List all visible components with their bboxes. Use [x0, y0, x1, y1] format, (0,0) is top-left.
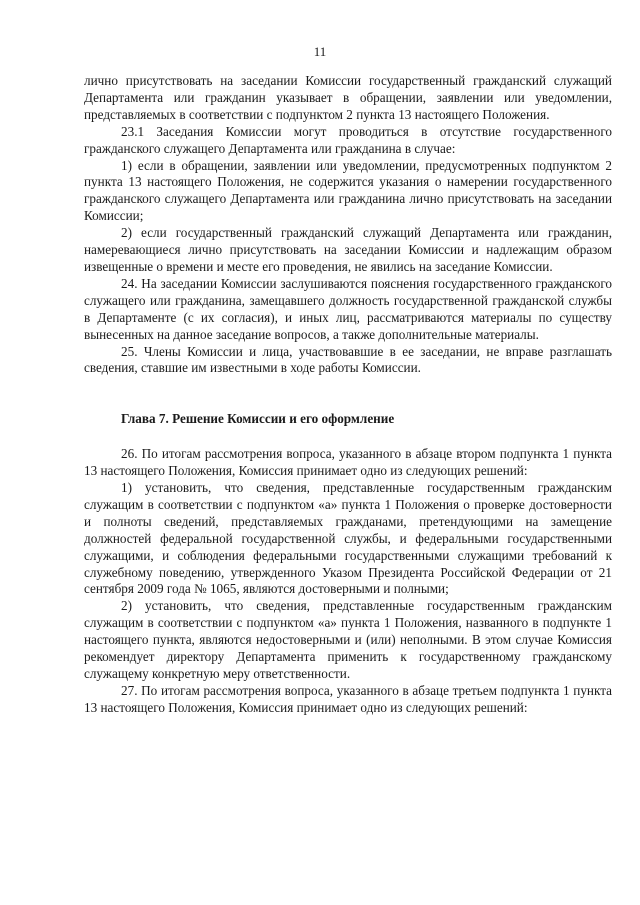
paragraph-23-1-item-2: 2) если государственный гражданский служащий Департамента или гражданин, намеревающиеся лично присутствовать на заседании Комиссии и надлежащим образом извещенные о времени и месте его проведения, не явились на заседание Комиссии.	[84, 225, 612, 274]
paragraph-24: 24. На заседании Комиссии заслушиваются пояснения государственного гражданского служащего или гражданина, замещавшего должность государственной гражданской службы в Департаменте (с их согласия), и иных лиц, рассматриваются материалы по существу вынесенных на данное заседание вопросов, а также дополнительные материалы.	[84, 275, 612, 342]
paragraph-23-1: 23.1 Заседания Комиссии могут проводиться в отсутствие государственного гражданского служащего Департамента или гражданина в случае:	[84, 123, 612, 156]
paragraph-26-item-1: 1) установить, что сведения, представленные государственным гражданским служащим в соответствии с подпунктом «а» пункта 1 Положения о проверке достоверности и полноты сведений, представляемых гражданами, претендующими на замещение должностей федеральной государственной службы, и федеральными государственными служащими, и соблюдения федеральными государственными служащими требований к служебному поведению, утвержденного Указом Президента Российской Федерации от 21 сентября 2009 года № 1065, являются достоверными и полными;	[84, 480, 612, 597]
paragraph-25: 25. Члены Комиссии и лица, участвовавшие в ее заседании, не вправе разглашать сведения, ставшие им известными в ходе работы Комиссии.	[84, 343, 612, 376]
paragraph-continuation: лично присутствовать на заседании Комиссии государственный гражданский служащий Департамента или гражданин указывает в обращении, заявлении или уведомлении, представляемых в соответствии с подпунктом 2 пункта 13 настоящего Положения.	[84, 73, 612, 122]
paragraph-27: 27. По итогам рассмотрения вопроса, указанного в абзаце третьем подпункта 1 пункта 13 настоящего Положения, Комиссия принимает одно из следующих решений:	[84, 682, 612, 715]
spacer	[84, 428, 612, 446]
spacer	[84, 377, 612, 411]
paragraph-23-1-item-1: 1) если в обращении, заявлении или уведомлении, предусмотренных подпунктом 2 пункта 13 настоящего Положения, не содержится указания о намерении государственного гражданского служащего Департамента или гражданина лично присутствовать на заседании Комиссии;	[84, 157, 612, 224]
chapter-heading: Глава 7. Решение Комиссии и его оформление	[121, 411, 395, 427]
paragraph-26-item-2: 2) установить, что сведения, представленные государственным гражданским служащим в соответствии с подпунктом «а» пункта 1 Положения, названного в подпункте 1 настоящего пункта, являются недостоверными и (или) неполными. В этом случае Комиссия рекомендует директору Департамента применить к государственному гражданскому служащему конкретную меру ответственности.	[84, 598, 612, 681]
page-number: 11	[313, 44, 327, 59]
paragraph-26: 26. По итогам рассмотрения вопроса, указанного в абзаце втором подпункта 1 пункта 13 настоящего Положения, Комиссия принимает одно из следующих решений:	[84, 446, 612, 479]
document-body	[84, 73, 612, 717]
